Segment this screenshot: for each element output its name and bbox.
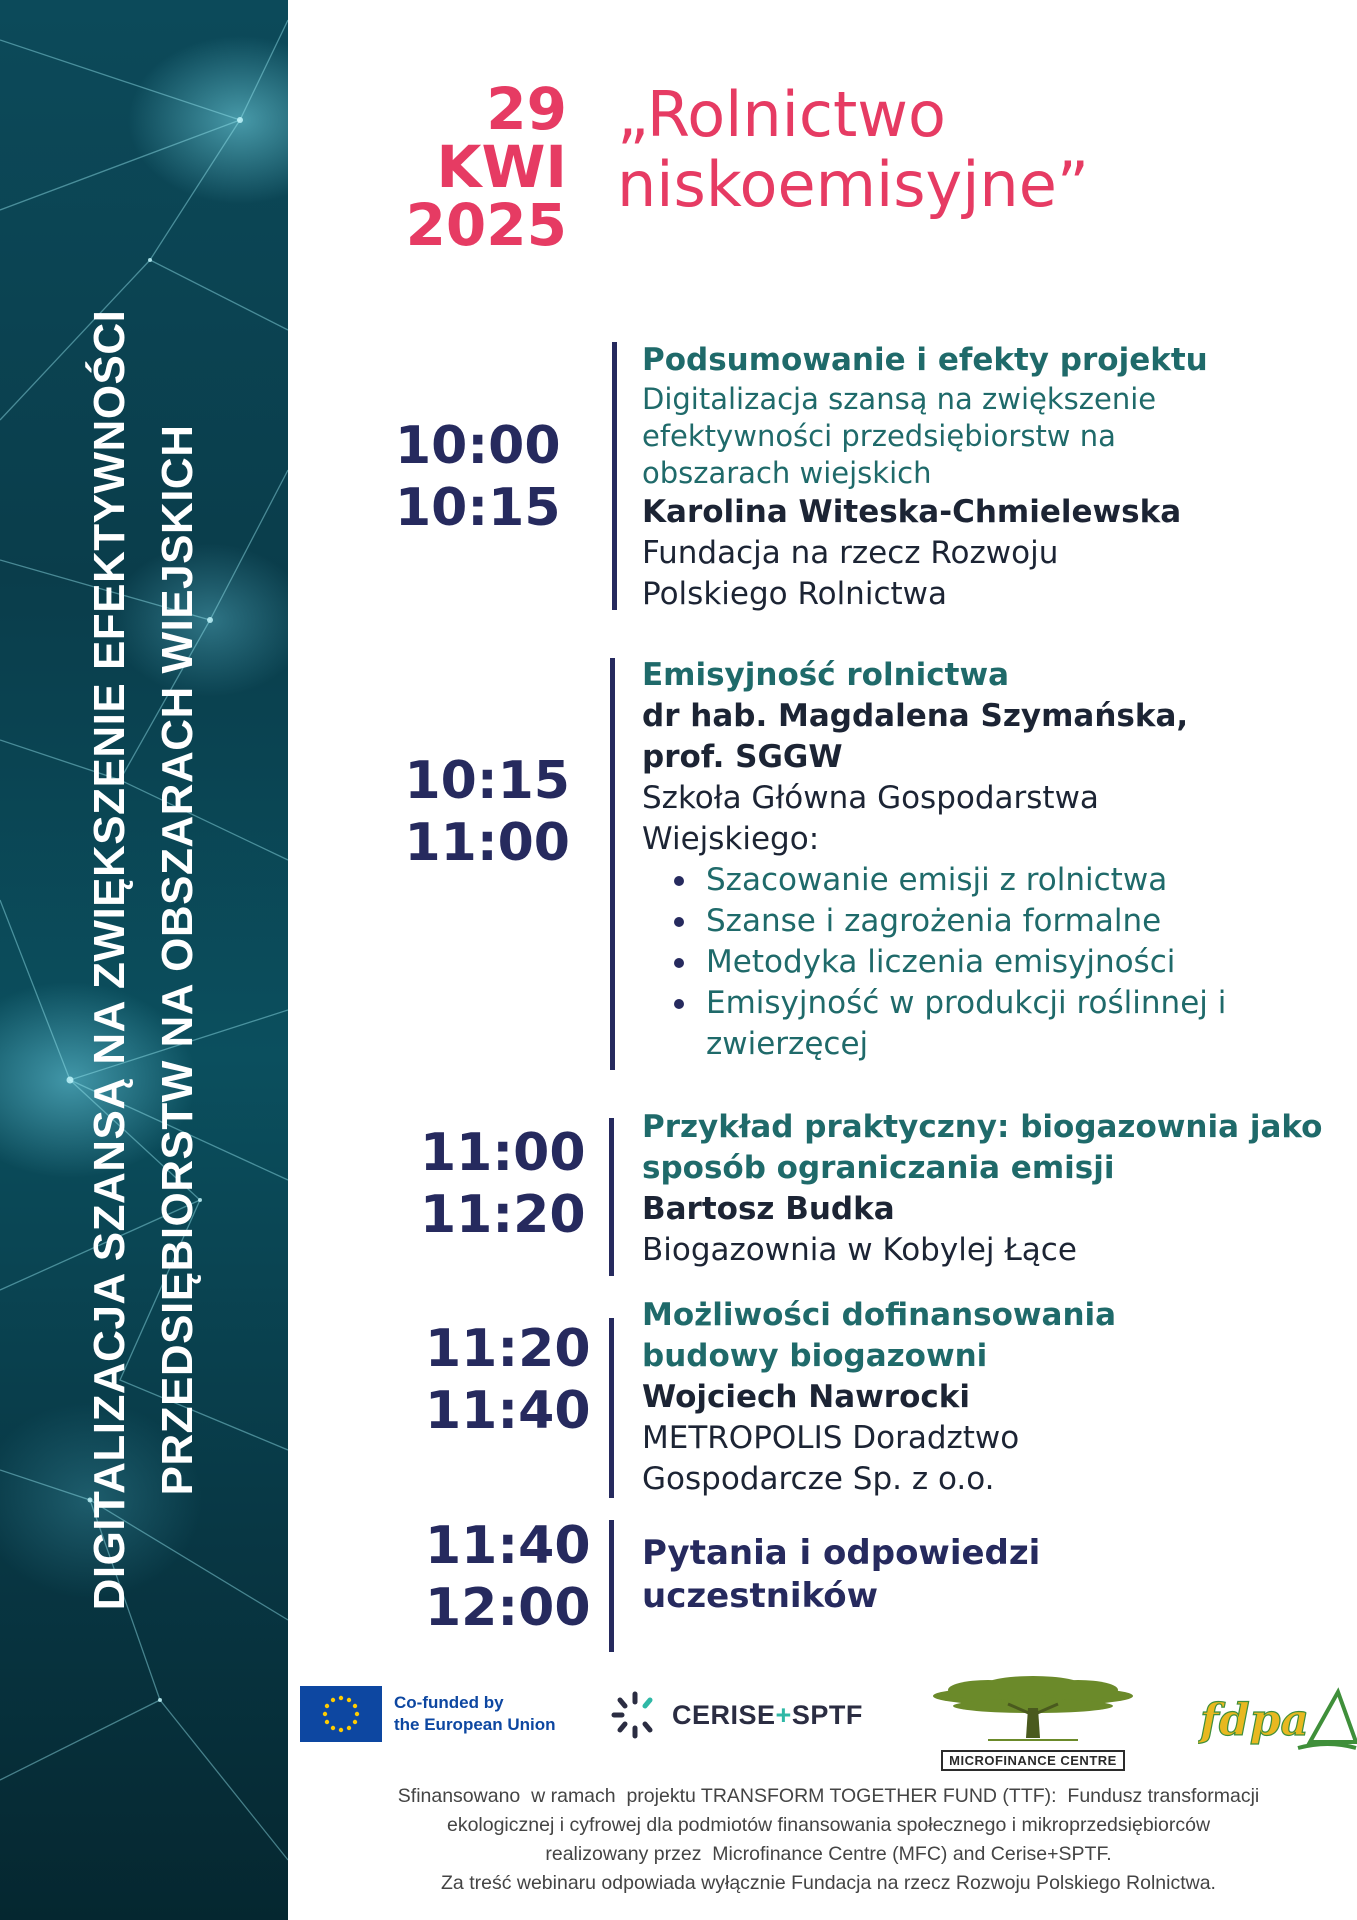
time-start: 10:00 xyxy=(395,416,561,476)
session-time xyxy=(425,1318,590,1442)
eu-text-line-1: Co-funded by xyxy=(394,1693,504,1712)
session-heading: Emisyjność rolnictwa xyxy=(642,657,1010,693)
time-end: 11:20 xyxy=(420,1185,586,1245)
session-heading: Możliwości dofinansowania budowy biogazowni xyxy=(642,1297,1117,1374)
eu-cofunded-text xyxy=(394,1692,556,1736)
speaker-name: Karolina Witeska-Chmielewska xyxy=(642,494,1182,530)
session-heading: Podsumowanie i efekty projektu xyxy=(642,342,1208,378)
fdpa-text: fdpa xyxy=(1200,1695,1309,1746)
time-end: 12:00 xyxy=(425,1578,591,1638)
speaker-organization: METROPOLIS Doradztwo Gospodarcze Sp. z o.o. xyxy=(642,1420,1020,1497)
date-month: KWI xyxy=(436,133,567,201)
timeline-divider xyxy=(609,1318,614,1498)
eu-logo xyxy=(300,1686,556,1742)
side-banner xyxy=(0,0,288,1920)
session-time xyxy=(395,415,560,539)
speaker-organization: Biogazownia w Kobylej Łące xyxy=(642,1232,1077,1268)
cerise-sptf-text xyxy=(672,1700,863,1731)
eu-flag-icon xyxy=(300,1686,382,1742)
fdpa-logo xyxy=(1198,1680,1357,1764)
title-line-1: „Rolnictwo xyxy=(617,78,946,151)
session-time xyxy=(425,1515,590,1639)
footer-line-4: Za treść webinaru odpowiada wyłącznie Fundacja na rzecz Rozwoju Polskiego Rolnictwa. xyxy=(441,1872,1216,1894)
speaker-organization: Szkoła Główna Gospodarstwa Wiejskiego: xyxy=(642,780,1099,857)
session-content xyxy=(642,340,1342,615)
speaker-name: dr hab. Magdalena Szymańska, prof. SGGW xyxy=(642,698,1189,775)
topic-item: Szanse i zagrożenia formalne xyxy=(670,901,1342,942)
timeline-divider xyxy=(609,1520,614,1652)
side-banner-title xyxy=(76,180,212,1740)
date-day: 29 xyxy=(486,75,567,143)
date-year: 2025 xyxy=(405,191,567,259)
time-start: 11:00 xyxy=(420,1123,586,1183)
footer-line-1: Sfinansowano w ramach projektu TRANSFORM TOGETHER FUND (TTF): Fundusz transformacji xyxy=(397,1785,1260,1807)
speaker-name: Wojciech Nawrocki xyxy=(642,1379,970,1415)
speaker-name: Bartosz Budka xyxy=(642,1191,895,1227)
session-heading: Przykład praktyczny: biogazownia jako sposób ograniczania emisji xyxy=(642,1109,1323,1186)
sptf-text: SPTF xyxy=(791,1699,863,1730)
time-start: 11:40 xyxy=(425,1516,591,1576)
title-line-2: niskoemisyjne” xyxy=(617,148,1089,221)
footer-line-2: ekologicznej i cyfrowej dla podmiotów finansowania społecznego i mikroprzedsiębiorców xyxy=(446,1814,1211,1836)
side-banner-line-1: DIGITALIZACJA SZANSĄ NA ZWIĘKSZENIE EFEKTYWNOŚCI xyxy=(85,309,134,1611)
partner-logos xyxy=(300,1680,1357,1780)
funding-disclaimer xyxy=(300,1782,1357,1898)
timeline-divider xyxy=(610,658,615,1070)
session-subheading: Digitalizacja szansą na zwiększenie efektywności przedsiębiorstw na obszarach wiejskich xyxy=(642,382,1157,490)
event-title xyxy=(617,80,1089,220)
fdpa-logo-icon xyxy=(1198,1680,1357,1760)
session-time xyxy=(395,750,570,874)
topic-item: Szacowanie emisji z rolnictwa xyxy=(670,860,1342,901)
session-time xyxy=(420,1122,585,1246)
session-content xyxy=(642,1295,1342,1500)
microfinance-centre-logo xyxy=(928,1674,1138,1771)
cerise-text: CERISE xyxy=(672,1699,776,1730)
session-content xyxy=(642,1532,1112,1618)
time-end: 10:15 xyxy=(395,478,561,538)
session-heading: Pytania i odpowiedzi uczestników xyxy=(642,1533,1041,1616)
time-end: 11:40 xyxy=(425,1381,591,1441)
session-content xyxy=(642,655,1342,1065)
topic-list xyxy=(670,860,1342,1065)
timeline-divider xyxy=(612,342,617,610)
side-banner-line-2: PRZEDSIĘBIORSTW NA OBSZARACH WIEJSKICH xyxy=(153,424,202,1496)
timeline-divider xyxy=(609,1118,614,1276)
cerise-sptf-logo xyxy=(610,1690,863,1740)
session-content xyxy=(642,1107,1342,1271)
topic-item: Metodyka liczenia emisyjności xyxy=(670,942,1342,983)
time-start: 11:20 xyxy=(425,1319,591,1379)
footer-line-3: realizowany przez Microfinance Centre (MFC) and Cerise+SPTF. xyxy=(545,1843,1112,1865)
eu-text-line-2: the European Union xyxy=(394,1715,556,1734)
tree-icon xyxy=(928,1674,1138,1746)
time-end: 11:00 xyxy=(404,813,570,873)
cerise-sunburst-icon xyxy=(610,1690,660,1740)
cerise-plus: + xyxy=(775,1699,792,1730)
mfc-label: MICROFINANCE CENTRE xyxy=(941,1750,1125,1771)
speaker-organization: Fundacja na rzecz Rozwoju Polskiego Rolnictwa xyxy=(642,535,1059,612)
topic-item: Emisyjność w produkcji roślinnej i zwierzęcej xyxy=(670,983,1320,1065)
time-start: 10:15 xyxy=(404,751,570,811)
event-date xyxy=(405,75,567,259)
